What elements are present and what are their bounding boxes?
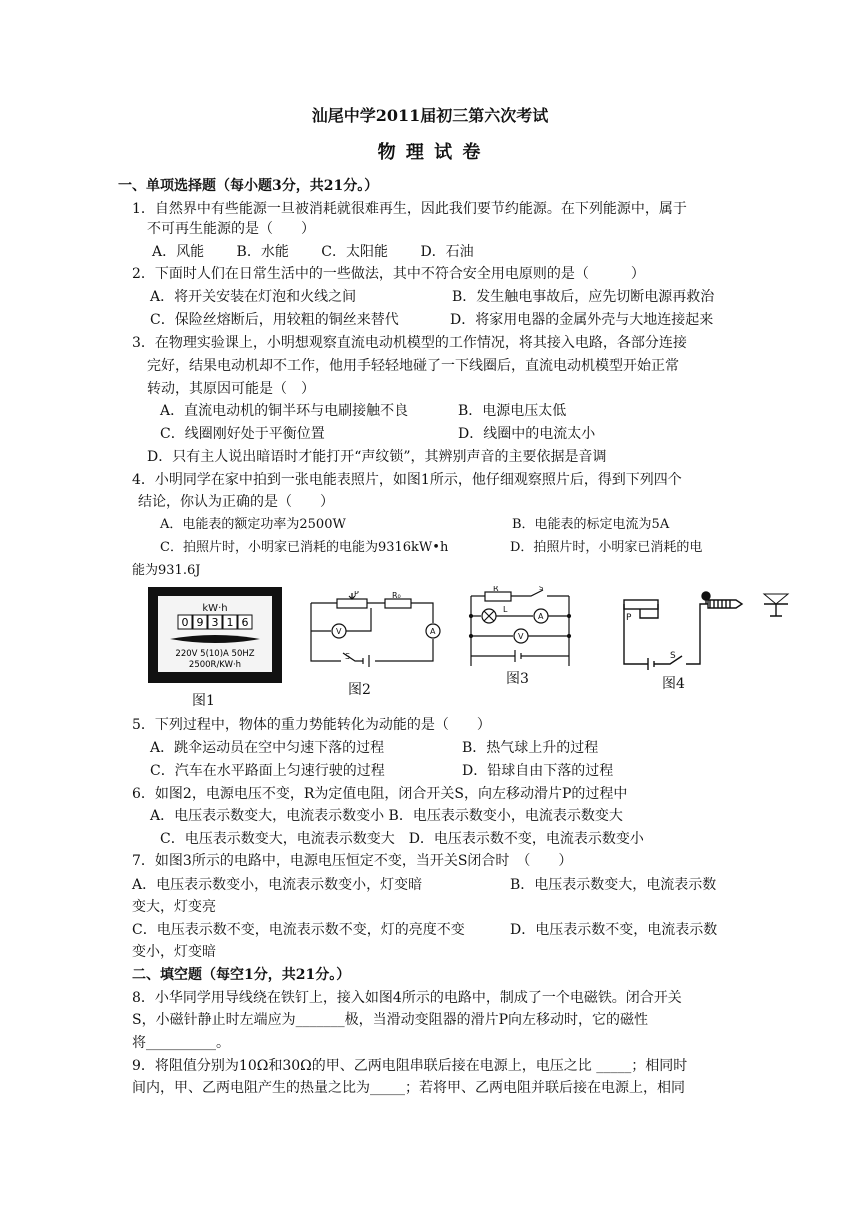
question-2-option-d: D．将家用电器的金属外壳与大地连接起来 bbox=[450, 312, 714, 328]
fig2-ammeter: A bbox=[430, 627, 436, 636]
fig2-r0: R₀ bbox=[392, 591, 401, 600]
meter-digit-5: 6 bbox=[241, 616, 249, 629]
question-7-option-d-cont: 变小，灯变暗 bbox=[132, 944, 216, 960]
figure-2-circuit bbox=[305, 591, 445, 671]
question-4-line2: 结论，你认为正确的是（ ） bbox=[138, 494, 334, 510]
question-2-option-b: B．发生触电事故后，应先切断电源再救治 bbox=[452, 289, 715, 305]
figure-4-label: 图4 bbox=[662, 676, 685, 692]
question-2-option-c: C．保险丝熔断后，用较粗的铜丝来替代 bbox=[150, 312, 399, 328]
figure-1-meter bbox=[148, 587, 282, 683]
meter-digit-4: 1 bbox=[226, 616, 234, 629]
question-6-options-ab: A．电压表示数变大，电流表示数变小 B．电压表示数变小，电流表示数变大 bbox=[150, 808, 623, 824]
fig4-switch: S bbox=[670, 651, 676, 661]
question-6-options-cd: C．电压表示数变大，电流表示数变大 D．电压表示数不变，电流表示数变小 bbox=[160, 831, 644, 847]
question-4-option-b: B．电能表的标定电流为5A bbox=[512, 517, 670, 532]
fig3-r: R bbox=[493, 586, 499, 593]
figure-3-label: 图3 bbox=[506, 671, 529, 687]
meter-digit-2: 9 bbox=[196, 616, 204, 629]
question-3-option-a: A．直流电动机的铜半环与电刷接触不良 bbox=[160, 403, 409, 419]
question-7-option-d: D．电压表示数不变，电流表示数 bbox=[510, 922, 718, 938]
question-9-line1: 9．将阻值分别为10Ω和30Ω的甲、乙两电阻串联后接在电源上，电压之比 _____；相同时 bbox=[132, 1058, 688, 1074]
question-4-option-d-cont: 能为931.6J bbox=[132, 563, 201, 578]
question-4-option-c: C．拍照片时，小明家已消耗的电能为9316kW•h bbox=[160, 540, 449, 555]
fig3-l: L bbox=[503, 605, 508, 614]
question-4-line1: 4．小明同学在家中拍到一张电能表照片，如图1所示，他仔细观察照片后，得到下列四个 bbox=[132, 472, 682, 488]
question-5-stem: 5．下列过程中，物体的重力势能转化为动能的是（ ） bbox=[132, 717, 491, 733]
meter-digit-1: 0 bbox=[181, 616, 189, 629]
question-3-line1: 3．在物理实验课上，小明想观察直流电动机模型的工作情况，将其接入电路，各部分连接 bbox=[132, 335, 687, 351]
fig2-switch: S bbox=[345, 652, 351, 661]
question-4-option-a: A．电能表的额定功率为2500W bbox=[160, 517, 346, 532]
fig4-slider-p: P bbox=[626, 613, 632, 623]
question-3-line3: 转动，其原因可能是（ ） bbox=[147, 381, 315, 397]
meter-spec-line2: 2500R/KW·h bbox=[188, 660, 242, 670]
section-heading-choice: 一、单项选择题（每小题3分，共21分。） bbox=[118, 178, 379, 194]
meter-digits bbox=[178, 615, 252, 629]
question-4-option-d: D．拍照片时，小明家已消耗的电 bbox=[510, 540, 703, 555]
question-6-stem: 6．如图2，电源电压不变，R为定值电阻，闭合开关S，向左移动滑片P的过程中 bbox=[132, 786, 628, 802]
question-5-option-d: D．铅球自由下落的过程 bbox=[462, 763, 614, 779]
question-7-stem: 7．如图3所示的电路中，电源电压恒定不变，当开关S闭合时 （ ） bbox=[132, 853, 573, 869]
fig2-voltmeter: V bbox=[336, 627, 342, 636]
question-3-option-c: C．线圈刚好处于平衡位置 bbox=[160, 426, 325, 442]
fig2-slider-p: P bbox=[354, 591, 359, 598]
question-5-option-a: A．跳伞运动员在空中匀速下落的过程 bbox=[150, 740, 385, 756]
question-7-option-b-cont: 变大，灯变亮 bbox=[132, 899, 216, 915]
question-7-option-a: A．电压表示数变小，电流表示数变小，灯变暗 bbox=[132, 877, 423, 893]
fig3-voltmeter: V bbox=[518, 632, 524, 641]
figure-3-circuit bbox=[465, 586, 575, 670]
fig3-ammeter: A bbox=[538, 612, 544, 621]
fig3-switch: S bbox=[539, 586, 544, 592]
section-heading-fill: 二、填空题（每空1分，共21分。） bbox=[132, 967, 351, 983]
question-1-options: A．风能 B．水能 C．太阳能 D．石油 bbox=[152, 244, 474, 260]
meter-unit: kW·h bbox=[202, 603, 228, 614]
figure-2-label: 图2 bbox=[348, 682, 371, 698]
meter-spec-line1: 220V 5(10)A 50HZ bbox=[175, 649, 255, 659]
exam-title: 汕尾中学2011届初三第六次考试 bbox=[311, 106, 549, 125]
question-3-extra-d: D．只有主人说出暗语时才能打开“声纹锁”，其辨别声音的主要依据是音调 bbox=[147, 449, 607, 465]
exam-subtitle: 物 理 试 卷 bbox=[377, 142, 483, 163]
question-3-line2: 完好，结果电动机却不工作，他用手轻轻地碰了一下线圈后，直流电动机模型开始正常 bbox=[147, 358, 679, 374]
question-7-option-b: B．电压表示数变大，电流表示数 bbox=[510, 877, 717, 893]
question-5-option-b: B．热气球上升的过程 bbox=[462, 740, 599, 756]
question-2-option-a: A．将开关安装在灯泡和火线之间 bbox=[150, 289, 357, 305]
question-7-option-c: C．电压表示数不变，电流表示数不变，灯的亮度不变 bbox=[132, 922, 465, 938]
question-9-line2: 间内，甲、乙两电阻产生的热量之比为_____；若将甲、乙两电阻并联后接在电源上，相同 bbox=[132, 1080, 685, 1096]
figure-1-label: 图1 bbox=[192, 693, 215, 709]
question-8-line1: 8．小华同学用导线绕在铁钉上，接入如图4所示的电路中，制成了一个电磁铁。闭合开关 bbox=[132, 990, 682, 1006]
question-3-option-b: B．电源电压太低 bbox=[458, 403, 567, 419]
question-2-stem: 2．下面时人们在日常生活中的一些做法，其中不符合安全用电原则的是（ ） bbox=[132, 266, 645, 282]
question-1-line2: 不可再生能源的是（ ） bbox=[147, 221, 315, 237]
question-3-option-d: D．线圈中的电流太小 bbox=[458, 426, 596, 442]
question-8-line3: 将__________。 bbox=[132, 1035, 230, 1051]
question-1-line1: 1．自然界中有些能源一旦被消耗就很难再生，因此我们要节约能源。在下列能源中，属于 bbox=[132, 201, 687, 217]
figure-4-electromagnet bbox=[612, 586, 802, 670]
question-5-option-c: C．汽车在水平路面上匀速行驶的过程 bbox=[150, 763, 385, 779]
question-8-line2: S，小磁针静止时左端应为_______极，当滑动变阻器的滑片P向左移动时，它的磁性 bbox=[132, 1012, 649, 1028]
meter-digit-3: 3 bbox=[211, 616, 219, 629]
